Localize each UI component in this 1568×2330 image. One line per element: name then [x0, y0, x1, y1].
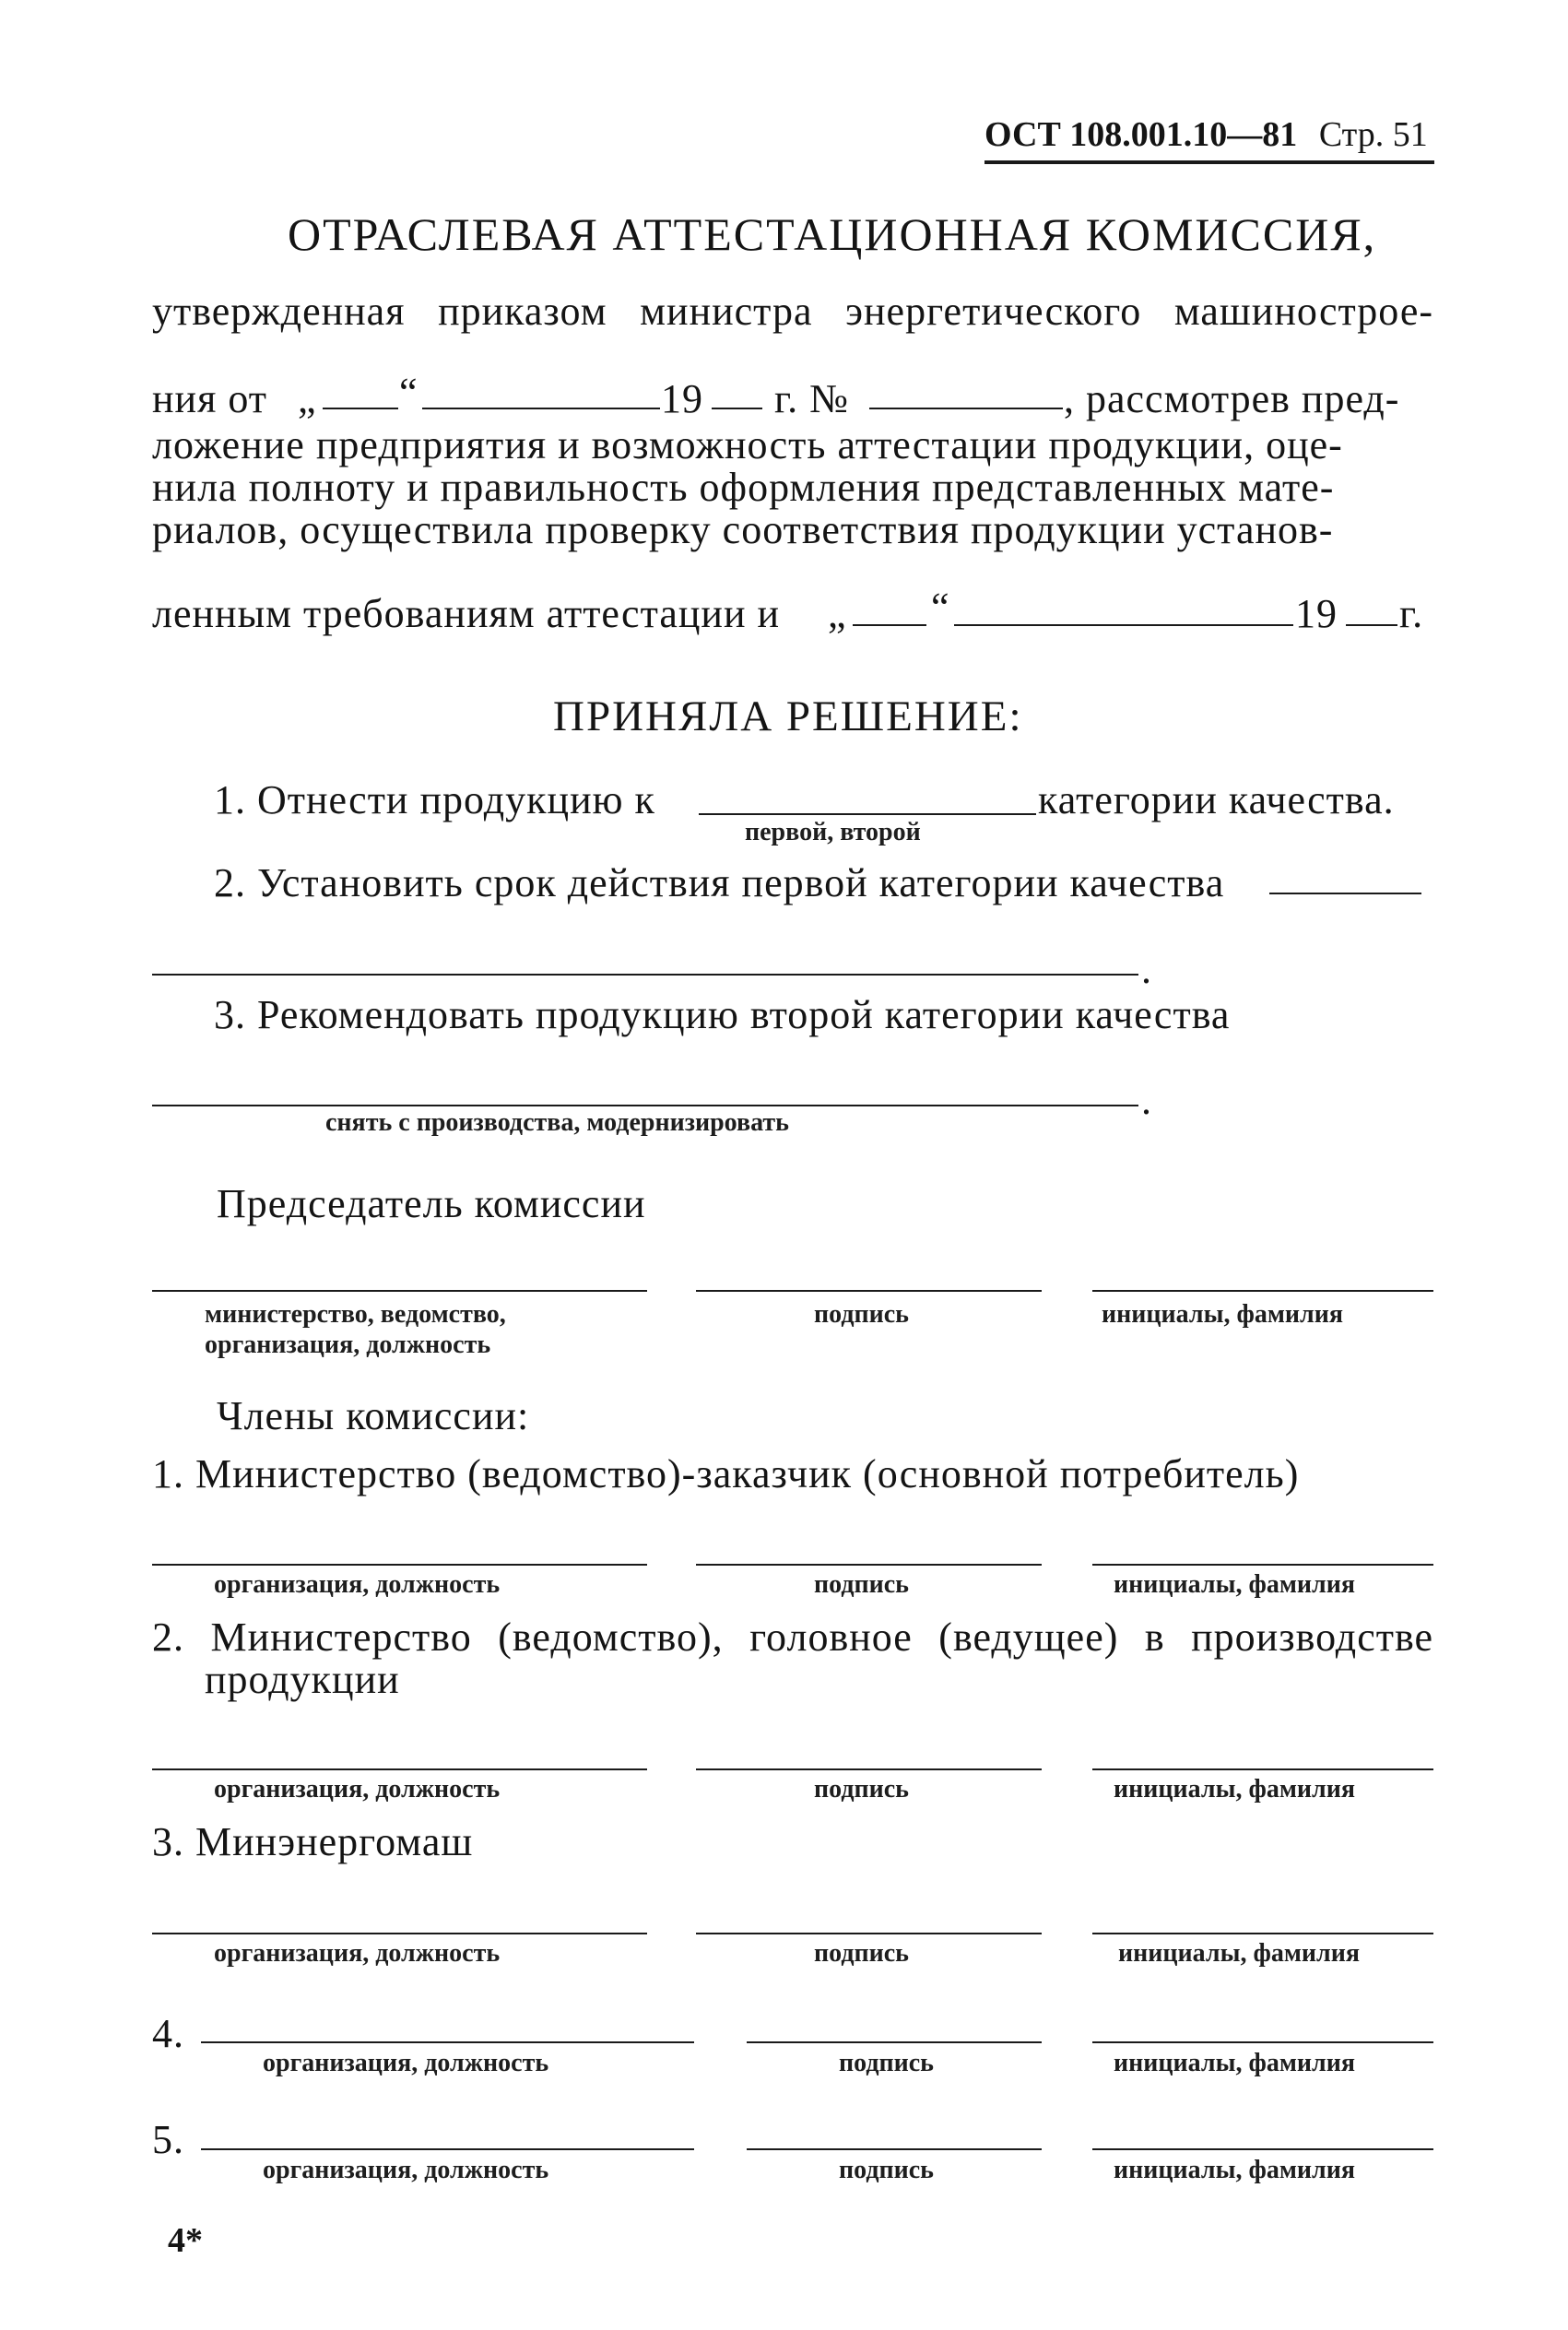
member-4-signature-blank [747, 2041, 1042, 2043]
year-prefix: 19 [661, 376, 703, 421]
intro-line-3: ложение предприятия и возможность аттестации продукции, оце- [152, 422, 1343, 467]
quality-category-blank [699, 813, 1036, 815]
decision-2-text: 2. Установить срок действия первой категории качества [214, 860, 1225, 905]
caption-signature: подпись [814, 1939, 909, 1968]
footer-sheet-mark: 4* [168, 2221, 203, 2260]
member-2-name-blank [1092, 1768, 1433, 1770]
word: (ведущее) [938, 1614, 1119, 1660]
member-1-org-blank [152, 1564, 647, 1566]
member-4-org-blank [201, 2041, 694, 2043]
caption-name: инициалы, фамилия [1118, 1939, 1361, 1968]
member-5-name-blank [1092, 2148, 1433, 2150]
month-blank [954, 624, 1293, 626]
caption-recommendation: снять с производства, модернизировать [325, 1108, 789, 1137]
decision-2-end: . [1141, 947, 1152, 992]
member-4-name-blank [1092, 2041, 1433, 2043]
member-3-name-blank [1092, 1933, 1433, 1934]
caption-org: организация, должность [214, 1939, 501, 1968]
caption-signature: подпись [839, 2049, 934, 2077]
member-4-number: 4. [152, 2011, 184, 2056]
year-suffix: г. [1399, 591, 1424, 636]
decision-1-suffix: категории качества. [1038, 777, 1395, 822]
term-blank [1269, 893, 1421, 894]
caption-signature: подпись [839, 2156, 934, 2184]
word: производстве [1191, 1614, 1433, 1660]
caption-signature: подпись [814, 1570, 909, 1599]
page-number: Стр. 51 [1318, 115, 1428, 154]
term-blank-continued [152, 974, 1138, 976]
member-5-number: 5. [152, 2117, 184, 2162]
intro-line-1 [152, 288, 1433, 335]
chairman-org-blank [152, 1290, 647, 1292]
caption-name: инициалы, фамилия [1114, 1570, 1356, 1599]
word: утвержденная [152, 289, 406, 334]
quote-open: „ [298, 376, 317, 421]
word: в [1144, 1614, 1165, 1660]
caption-org: организация, должность [263, 2049, 549, 2077]
member-2-org-blank [152, 1768, 647, 1770]
caption-first-second: первой, второй [745, 818, 921, 846]
intro-line-4: нила полноту и правильность оформления представленных мате- [152, 465, 1335, 510]
year-prefix: 19 [1295, 591, 1338, 636]
caption-name: инициалы, фамилия [1114, 2049, 1356, 2077]
intro-line-5: риалов, осуществила проверку соответствия продукции установ- [152, 507, 1334, 552]
caption-name: инициалы, фамилия [1102, 1300, 1344, 1329]
quote-open: „ [828, 591, 847, 636]
caption-name: инициалы, фамилия [1114, 1775, 1356, 1804]
member-5-org-blank [201, 2148, 694, 2150]
word: головное [749, 1614, 913, 1660]
quote-close: “ [931, 585, 950, 630]
word: машинострое- [1173, 289, 1433, 334]
word: приказом [438, 289, 607, 334]
member-1-name-blank [1092, 1564, 1433, 1566]
quote-close: “ [399, 370, 419, 415]
members-label: Члены комиссии: [217, 1393, 530, 1438]
intro-line-6-prefix: ленным требованиям аттестации и [152, 591, 781, 636]
day-blank [323, 408, 398, 409]
caption-signature: подпись [814, 1775, 909, 1804]
decision-3-end: . [1141, 1078, 1152, 1123]
member-3-text: 3. Минэнергомаш [152, 1819, 474, 1864]
year-blank [1346, 624, 1397, 626]
day-blank [853, 624, 926, 626]
member-3-org-blank [152, 1933, 647, 1934]
year-blank [712, 408, 762, 409]
caption-signature: подпись [814, 1300, 909, 1329]
member-3-signature-blank [696, 1933, 1042, 1934]
member-1-signature-blank [696, 1564, 1042, 1566]
recommendation-blank [152, 1105, 1138, 1106]
order-number-label: г. № [774, 376, 850, 421]
chairman-name-blank [1092, 1290, 1433, 1292]
caption-org-line-2: организация, должность [205, 1331, 491, 1359]
commission-title: ОТРАСЛЕВАЯ АТТЕСТАЦИОННАЯ КОМИССИЯ, [288, 208, 1377, 260]
member-1-text: 1. Министерство (ведомство)-заказчик (основной потребитель) [152, 1451, 1300, 1496]
caption-org: организация, должность [263, 2156, 549, 2184]
word: энергетического [845, 289, 1142, 334]
word: 2. [152, 1614, 184, 1660]
word: (ведомство), [498, 1614, 724, 1660]
intro-line-2-rest: , рассмотрев пред- [1064, 376, 1400, 421]
caption-org: организация, должность [214, 1775, 501, 1804]
order-number-blank [869, 408, 1063, 409]
decision-3-text: 3. Рекомендовать продукцию второй категории качества [214, 992, 1231, 1037]
month-blank [422, 408, 660, 409]
header-rule [984, 160, 1434, 164]
caption-org-line-1: министерство, ведомство, [205, 1300, 506, 1329]
standard-number: ОСТ 108.001.10—81 [984, 115, 1298, 154]
chairman-label: Председатель комиссии [217, 1181, 646, 1226]
member-2-signature-blank [696, 1768, 1042, 1770]
word: министра [640, 289, 813, 334]
caption-name: инициалы, фамилия [1114, 2156, 1356, 2184]
word: Министерство [210, 1614, 472, 1660]
decision-1-text: 1. Отнести продукцию к [214, 777, 655, 822]
member-2-line-1 [152, 1614, 1433, 1661]
member-2-line-2: продукции [205, 1657, 400, 1702]
intro-line-2-prefix: ния от [152, 376, 267, 421]
member-5-signature-blank [747, 2148, 1042, 2150]
chairman-signature-blank [696, 1290, 1042, 1292]
decision-heading: ПРИНЯЛА РЕШЕНИЕ: [553, 692, 1023, 740]
caption-org: организация, должность [214, 1570, 501, 1599]
page-header [984, 114, 1428, 155]
